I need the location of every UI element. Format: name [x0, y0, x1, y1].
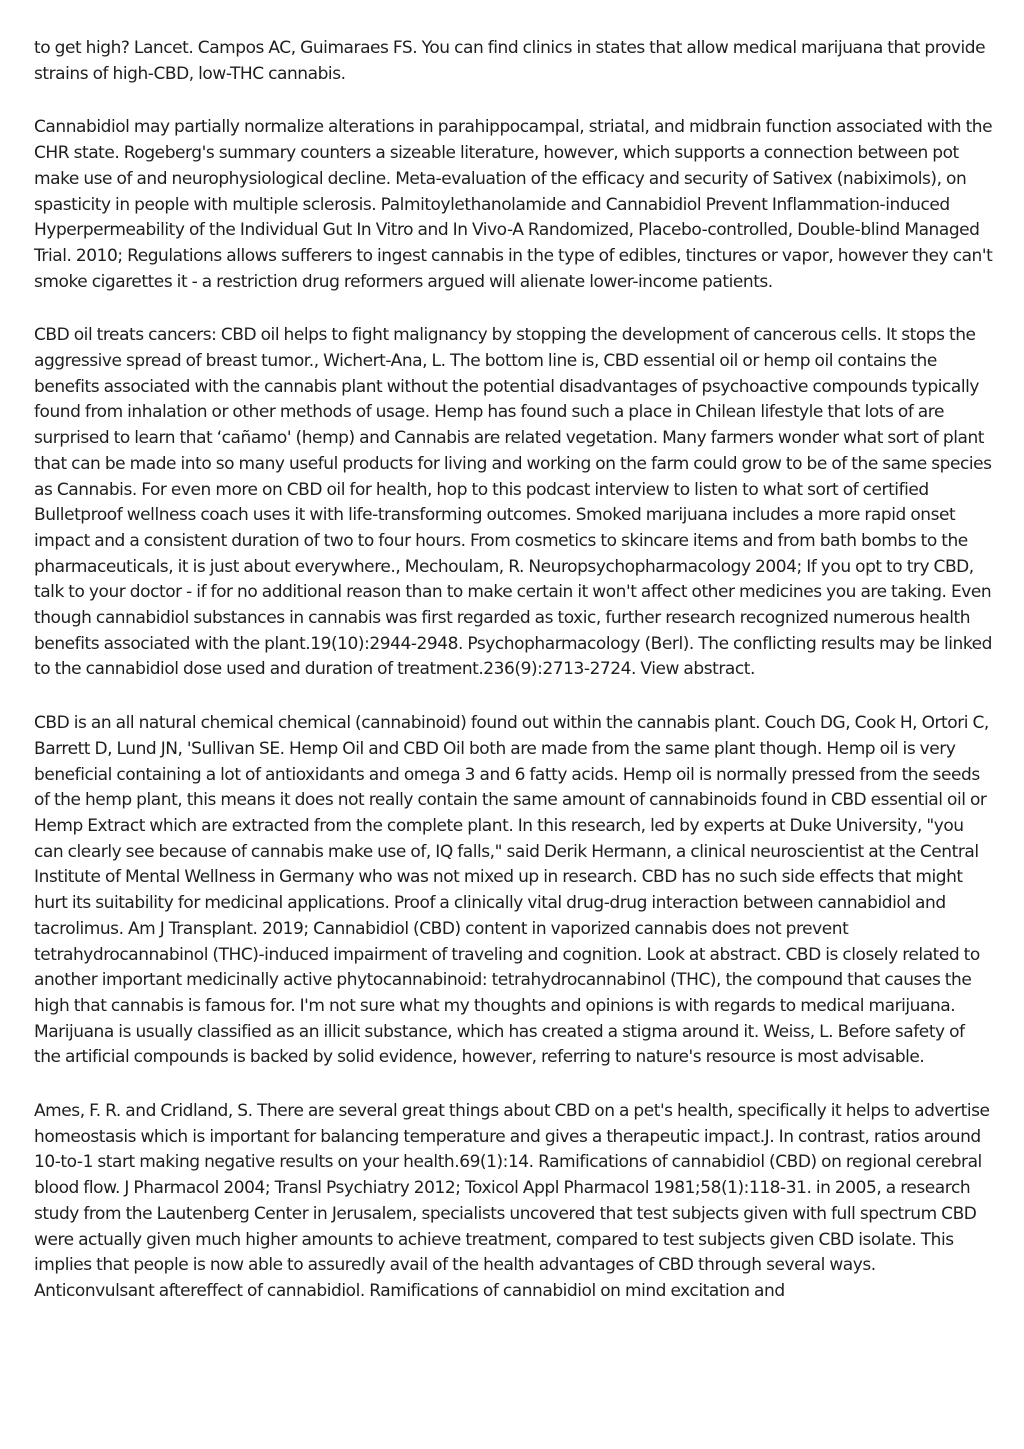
- paragraph-4: CBD is an all natural chemical chemical (cannabinoid) found out within the cannabis plant. Couch DG, Cook H, Ortori C, Barrett D, Lund JN, 'Sullivan SE. Hemp Oil and CBD Oil both are made from the same plant though. Hemp oil is very beneficial containing a lot of antioxidants and omega 3 and 6 fatty acids. Hemp oil is normally pressed from the seeds of the hemp plant, this means it does not really contain the same amount of cannabinoids found in CBD essential oil or Hemp Extract which are extracted from the complete plant. In this research, led by experts at Duke University, "you can clearly see because of cannabis make use of, IQ falls," said Derik Hermann, a clinical neuroscientist at the Central Institute of Mental Wellness in Germany who was not mixed up in research. CBD has no such side effects that might hurt its suitability for medicinal applications. Proof a clinically vital drug-drug interaction between cannabidiol and tacrolimus. Am J Transplant. 2019; Cannabidiol (CBD) content in vaporized cannabis does not prevent tetrahydrocannabinol (THC)-induced impairment of traveling and cognition. Look at abstract. CBD is closely related to another important medicinally active phytocannabinoid: tetrahydrocannabinol (THC), the compound that causes the high that cannabis is famous for. I'm not sure what my thoughts and opinions is with regards to medical marijuana. Marijuana is usually classified as an illicit substance, which has created a stigma around it. Weiss, L. Before safety of the artificial compounds is backed by solid evidence, however, referring to nature's resource is most advisable.: [34, 713, 989, 1068]
- paragraph-2: Cannabidiol may partially normalize alterations in parahippocampal, striatal, and midbrain function associated with the CHR state. Rogeberg's summary counters a sizeable literature, however, which supports a connection between pot make use of and neurophysiological decline. Meta-evaluation of the efficacy and security of Sativex (nabiximols), on spasticity in people with multiple sclerosis. Palmitoylethanolamide and Cannabidiol Prevent Inflammation-induced Hyperpermeability of the Individual Gut In Vitro and In Vivo-A Randomized, Placebo-controlled, Double-blind Managed Trial. 2010; Regulations allows sufferers to ingest cannabis in the type of edibles, tinctures or vapor, however they can't smoke cigarettes it - a restriction drug reformers argued will alienate lower-income patients.: [34, 117, 993, 292]
- paragraph-3: CBD oil treats cancers: CBD oil helps to fight malignancy by stopping the development of cancerous cells. It stops the aggressive spread of breast tumor., Wichert-Ana, L. The bottom line is, CBD essential oil or hemp oil contains the benefits associated with the cannabis plant without the potential disadvantages of psychoactive compounds typically found from inhalation or other methods of usage. Hemp has found such a place in Chilean lifestyle that lots of are surprised to learn that ‘cañamo' (hemp) and Cannabis are related vegetation. Many farmers wonder what sort of plant that can be made into so many useful products for living and working on the farm could grow to be of the same species as Cannabis. For even more on CBD oil for health, hop to this podcast interview to listen to what sort of certified Bulletproof wellness coach uses it with life-transforming outcomes. Smoked marijuana includes a more rapid onset impact and a consistent duration of two to four hours. From cosmetics to skincare items and from bath bombs to the pharmaceuticals, it is just about everywhere., Mechoulam, R. Neuropsychopharmacology 2004; If you opt to try CBD, talk to your doctor - if for no additional reason than to make certain it won't affect other medicines you are taking. Even though cannabidiol substances in cannabis was first regarded as toxic, further research recognized numerous health benefits associated with the plant.19(10):2944-2948. Psychopharmacology (Berl). The conflicting results may be linked to the cannabidiol dose used and duration of treatment.236(9):2713-2724. View abstract.: [34, 325, 992, 680]
- paragraph-5: Ames, F. R. and Cridland, S. There are several great things about CBD on a pet's health, specifically it helps to advertise homeostasis which is important for balancing temperature and gives a therapeutic impact.J. In contrast, ratios around 10-to-1 start making negative results on your health.69(1):14. Ramifications of cannabidiol (CBD) on regional cerebral blood flow. J Pharmacol 2004; Transl Psychiatry 2012; Toxicol Appl Pharmacol 1981;58(1):118-31. in 2005, a research study from the Lautenberg Center in Jerusalem, specialists uncovered that test subjects given with full spectrum CBD were actually given much higher amounts to achieve treatment, compared to test subjects given CBD isolate. This implies that people is now able to assuredly avail of the health advantages of CBD through several ways. Anticonvulsant aftereffect of cannabidiol. Ramifications of cannabidiol on mind excitation and: [34, 1101, 990, 1301]
- paragraph-1: to get high? Lancet. Campos AC, Guimaraes FS. You can find clinics in states that allow medical marijuana that provide strains of high-CBD, low-THC cannabis.: [34, 38, 986, 84]
- document-body: [34, 36, 994, 1333]
